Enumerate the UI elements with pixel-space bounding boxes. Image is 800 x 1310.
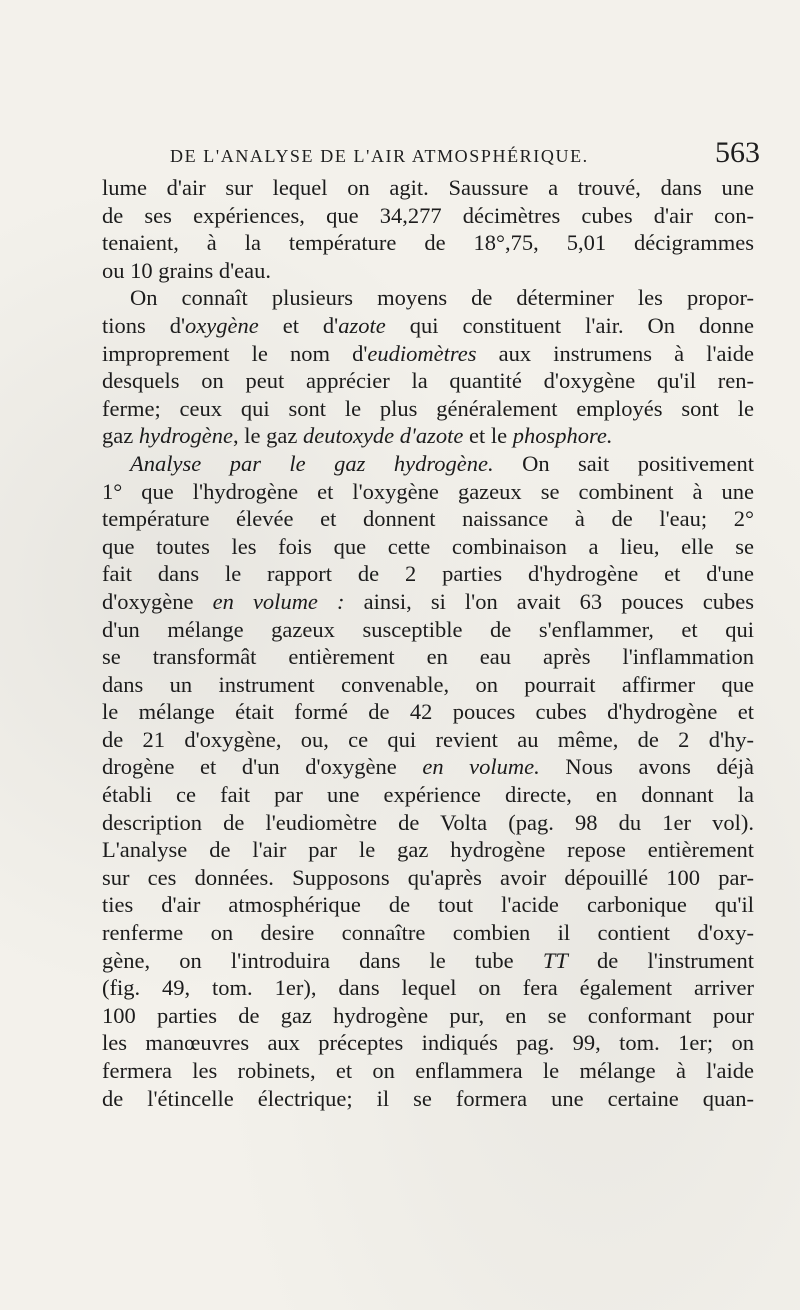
text-span: L'analyse de l'air par le gaz hydrogène repose entièrement (102, 837, 754, 863)
text-span: sur ces données. Supposons qu'après avoir dépouillé 100 par- (102, 864, 754, 890)
text-span: , le gaz (233, 423, 303, 449)
italic-text: eudiomètres (367, 340, 477, 366)
text-line (102, 864, 754, 892)
text-span: On sait positivement (493, 450, 754, 476)
text-line (102, 367, 754, 395)
text-span: lume d'air sur lequel on agit. Saussure a trouvé, dans une (102, 175, 754, 200)
text-span: desquels on peut apprécier la quantité d'oxygène qu'il ren- (102, 368, 754, 394)
text-line (102, 505, 754, 533)
text-line (102, 478, 754, 506)
italic-text: TT (542, 947, 568, 973)
page-header (170, 136, 760, 178)
text-line (102, 643, 754, 671)
italic-text: oxygène (185, 312, 259, 338)
text-span: se transformât entièrement en eau après l'inflammation (102, 644, 754, 670)
text-span: établi ce fait par une expérience directe, en donnant la (102, 782, 754, 808)
text-span: On connaît plusieurs moyens de déterminer les propor- (130, 285, 754, 311)
text-line (102, 947, 754, 975)
text-line (102, 533, 754, 561)
text-line (102, 395, 754, 423)
text-line (102, 422, 754, 450)
text-line (102, 1002, 754, 1030)
text-line (102, 340, 754, 368)
text-span: drogène et d'un d'oxygène (102, 754, 423, 780)
text-span: gène, on l'introduira dans le tube (102, 947, 543, 973)
text-span: gaz (102, 423, 139, 449)
text-line (102, 809, 754, 837)
page-number: 563 (715, 136, 760, 169)
text-span: fait dans le rapport de 2 parties d'hydrogène et d'une (102, 561, 754, 587)
text-line (102, 1029, 754, 1057)
text-span: et le (463, 423, 513, 449)
text-line (102, 202, 754, 230)
text-span: tenaient, à la température de 18°,75, 5,01 décigrammes (102, 230, 754, 256)
text-span: le mélange était formé de 42 pouces cubes d'hydrogène et (102, 699, 754, 725)
text-span: de 21 d'oxygène, ou, ce qui revient au même, de 2 d'hy- (102, 726, 754, 752)
text-span: ou 10 grains d'eau. (102, 257, 272, 283)
text-line (102, 229, 754, 257)
text-span: tions d' (102, 312, 186, 338)
text-line (102, 560, 754, 588)
text-span: description de l'eudiomètre de Volta (pag. 98 du 1er vol). (102, 809, 754, 835)
text-span: fermera les robinets, et on enflammera le mélange à l'aide (102, 1058, 754, 1083)
text-line (102, 974, 754, 1002)
italic-text: azote (338, 312, 386, 338)
text-line (102, 726, 754, 754)
text-line (102, 1057, 754, 1085)
running-head: DE L'ANALYSE DE L'AIR ATMOSPHÉRIQUE. (170, 146, 589, 166)
text-line (102, 257, 754, 285)
text-span: et d' (258, 312, 339, 338)
text-span: 1° que l'hydrogène et l'oxygène gazeux se combinent à une (102, 478, 754, 504)
text-span: improprement le nom d' (102, 340, 368, 366)
text-line (102, 919, 754, 947)
text-span: aux instrumens à l'aide (476, 340, 754, 366)
text-span: de l'instrument (567, 947, 754, 973)
text-span: température élevée et donnent naissance à de l'eau; 2° (102, 506, 754, 532)
italic-text: en volume : (212, 588, 345, 614)
text-line (102, 450, 754, 478)
text-line (102, 1085, 754, 1113)
text-line (102, 836, 754, 864)
text-span: ainsi, si l'on avait 63 pouces cubes (344, 588, 755, 614)
text-span: de l'étincelle électrique; il se formera une certaine quan- (102, 1085, 754, 1111)
body-text (102, 174, 754, 1112)
text-span: Nous avons déjà (539, 754, 754, 780)
italic-text: hydrogène (138, 423, 233, 449)
text-span: que toutes les fois que cette combinaison a lieu, elle se (102, 533, 754, 559)
italic-text: Analyse par le gaz hydrogène. (130, 450, 494, 476)
text-span: d'oxygène (102, 588, 213, 614)
text-line (102, 616, 754, 644)
text-line (102, 284, 754, 312)
text-span: les manœuvres aux préceptes indiqués pag. 99, tom. 1er; on (102, 1030, 754, 1056)
italic-text: en volume. (422, 754, 540, 780)
text-line (102, 753, 754, 781)
text-span: d'un mélange gazeux susceptible de s'enflammer, et qui (102, 616, 754, 642)
text-span: dans un instrument convenable, on pourrait affirmer que (102, 671, 754, 697)
text-span: qui constituent l'air. On donne (385, 312, 755, 338)
text-span: ties d'air atmosphérique de tout l'acide carbonique qu'il (102, 892, 754, 918)
text-line (102, 588, 754, 616)
text-span: 100 parties de gaz hydrogène pur, en se conformant pour (102, 1002, 754, 1028)
text-span: (fig. 49, tom. 1er), dans lequel on fera également arriver (102, 975, 754, 1001)
text-line (102, 312, 754, 340)
text-line (102, 781, 754, 809)
italic-text: phosphore. (512, 423, 613, 449)
text-line (102, 891, 754, 919)
text-line (102, 671, 754, 699)
text-span: de ses expériences, que 34,277 décimètres cubes d'air con- (102, 202, 754, 228)
italic-text: deutoxyde d'azote (302, 423, 464, 449)
text-span: renferme on desire connaître combien il contient d'oxy- (102, 920, 754, 946)
text-line (102, 698, 754, 726)
text-span: ferme; ceux qui sont le plus généralement employés sont le (102, 395, 754, 421)
text-line (102, 174, 754, 202)
